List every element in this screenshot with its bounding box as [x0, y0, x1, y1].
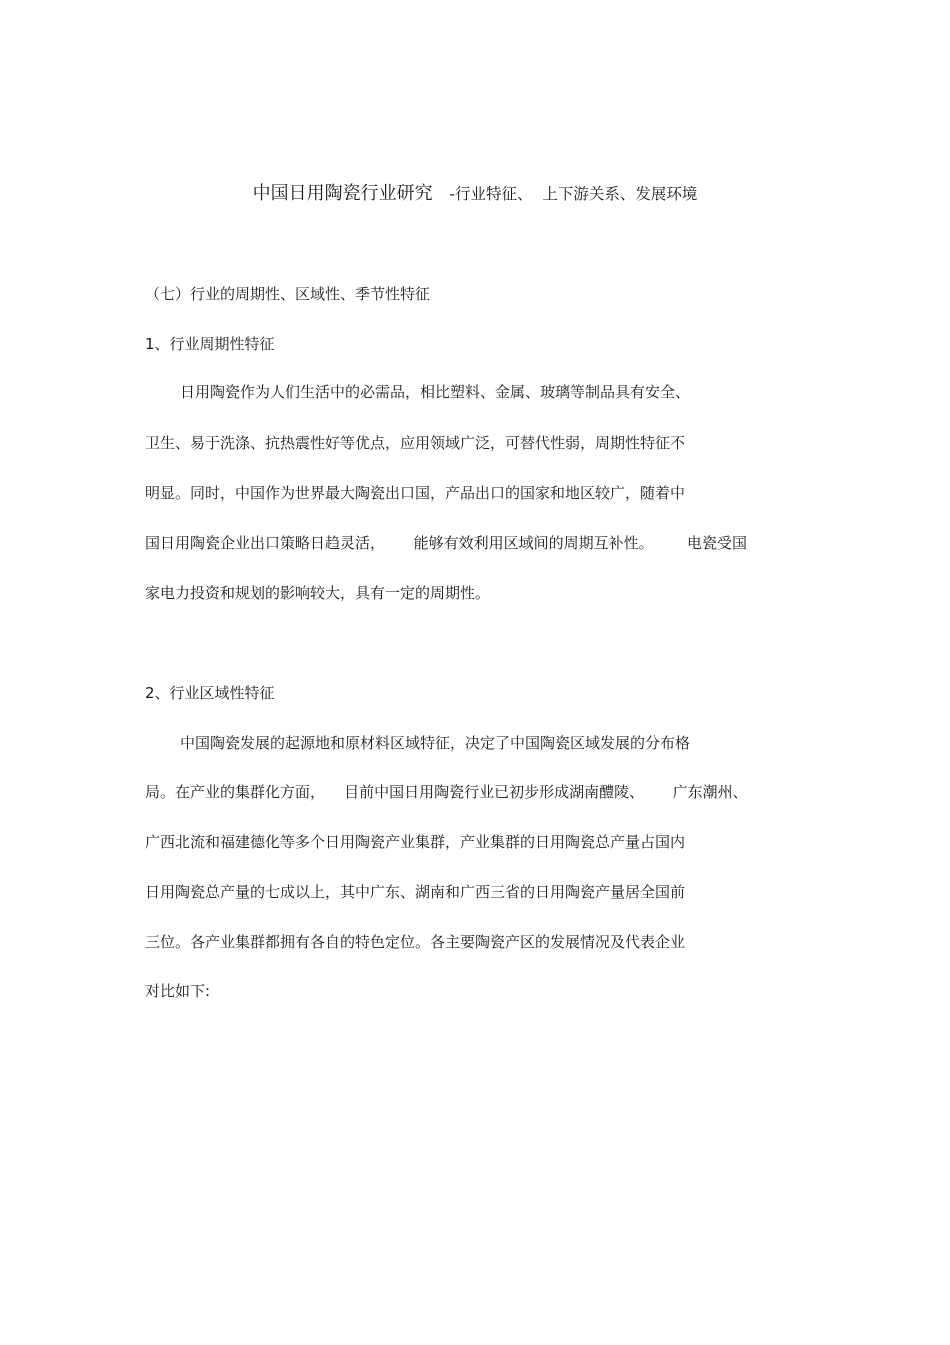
paragraph-1-line: 日用陶瓷作为人们生活中的必需品，相比塑料、金属、玻璃等制品具有安全、 [180, 383, 691, 401]
section-heading: （七）行业的周期性、区域性、季节性特征 [145, 285, 431, 303]
paragraph-1-line: 家电力投资和规划的影响较大，具有一定的周期性。 [145, 584, 491, 602]
subsection-heading-2: 2、行业区域性特征 [145, 684, 275, 702]
paragraph-2-line: 日用陶瓷总产量的七成以上，其中广东、湖南和广西三省的日用陶瓷产量居全国前 [145, 883, 686, 901]
paragraph-1-line: 国日用陶瓷企业出口策略日趋灵活， 能够有效利用区域间的周期互补性。 电瓷受国 [145, 534, 747, 552]
page-title [0, 181, 950, 207]
paragraph-1-line: 明显。同时，中国作为世界最大陶瓷出口国，产品出口的国家和地区较广，随着中 [145, 484, 686, 502]
paragraph-2-line: 广西北流和福建德化等多个日用陶瓷产业集群，产业集群的日用陶瓷总产量占国内 [145, 833, 686, 851]
paragraph-2-line: 对比如下: [145, 982, 211, 1000]
subsection-heading-1: 1、行业周期性特征 [145, 335, 275, 353]
paragraph-2-line: 局。在产业的集群化方面， 目前中国日用陶瓷行业已初步形成湖南醴陵、 广东潮州、 [145, 783, 748, 801]
paragraph-2-line: 中国陶瓷发展的起源地和原材料区域特征，决定了中国陶瓷区域发展的分布格 [180, 734, 691, 752]
page-title-main: 中国日用陶瓷行业研究 [252, 183, 433, 204]
page-title-sub: -行业特征、 上下游关系、发展环境 [449, 185, 698, 203]
paragraph-1-line: 卫生、易于洗涤、抗热震性好等优点，应用领域广泛，可替代性弱，周期性特征不 [145, 434, 686, 452]
paragraph-2-line: 三位。各产业集群都拥有各自的特色定位。各主要陶瓷产区的发展情况及代表企业 [145, 933, 686, 951]
